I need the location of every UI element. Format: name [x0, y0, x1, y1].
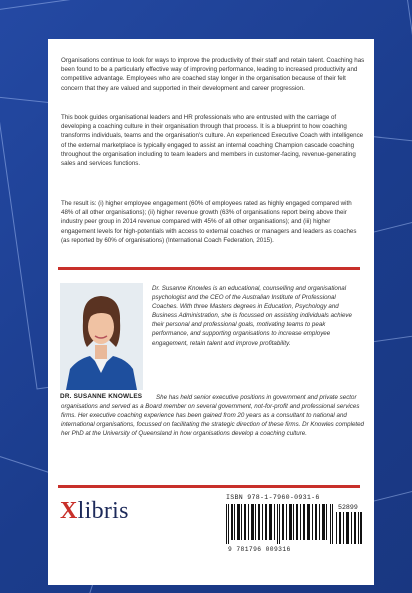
isbn-number: 9 781796 009316 [228, 546, 291, 553]
red-divider [58, 485, 360, 488]
intro-paragraph: This book guides organisational leaders and HR professionals who are entrusted with the carriage of developing a coaching culture in their organisation through that process. It is a blueprint to how coaching transforms individuals, teams and the organisation's culture. An experienced Executive Coach with intelligence of the external marketplace is typically engaged to assist an internal coaching Champion cascade coaching throughout the organisation including to team leaders and members in customer-facing, revenue-generating sales and services functions. [61, 114, 364, 168]
red-divider [58, 267, 360, 270]
author-bio-continued: She has held senior executive positions in government and private sector organisations and served as a Board member on several government, not-for-profit and professional services firms. Her executive coaching experience has been gained from 20 years as a consultant to national and international organisations, focussed on facilitating the strategic direction of these firms. Dr Knowles completed her PhD at the University of Queensland in how organisations develop a coaching culture. [61, 394, 365, 438]
author-bio: Dr. Susanne Knowles is an educational, counselling and organisational psychologist and the CEO of the Australian Institute of Professional Coaches. With three Masters degrees in Education, Psychology and Business Administration, she is focussed on assisting individuals achieve their personal and professional goals, motivating teams to peak performance, and supporting organisations to increase employee engagement, retain talent and improve profitability. [152, 285, 352, 347]
price-code: 52899 [338, 504, 358, 511]
price-barcode [336, 512, 362, 544]
author-name: DR. SUSANNE KNOWLES [60, 393, 143, 400]
isbn-barcode [226, 504, 334, 544]
isbn-label: ISBN 978-1-7960-0931-6 [226, 494, 320, 501]
publisher-logo: Xlibris [60, 498, 129, 524]
author-photo [60, 283, 143, 390]
intro-paragraph: The result is: (i) higher employee engagement (60% of employees rated as highly engaged compared with 48% of all other organisations); (ii) higher revenue growth (63% of organisations report being above their industry peer group in 2014 revenue compared with 45% of all other organisations); and (iii) higher engagement levels for high-potentials with access to external coaches or managers and leaders as coaches (as reported by 60% of organisations) (International Coach Federation, 2015). [61, 200, 357, 244]
intro-paragraph: Organisations continue to look for ways to improve the productivity of their staff and retain talent. Coaching has been found to be a particularly effective way of improving performance, leading to increased productivity and competitive advantage. Employees who are coached stay longer in the organisation because of their felt concern that they are valued and supported in their development and career progression. [61, 57, 365, 92]
